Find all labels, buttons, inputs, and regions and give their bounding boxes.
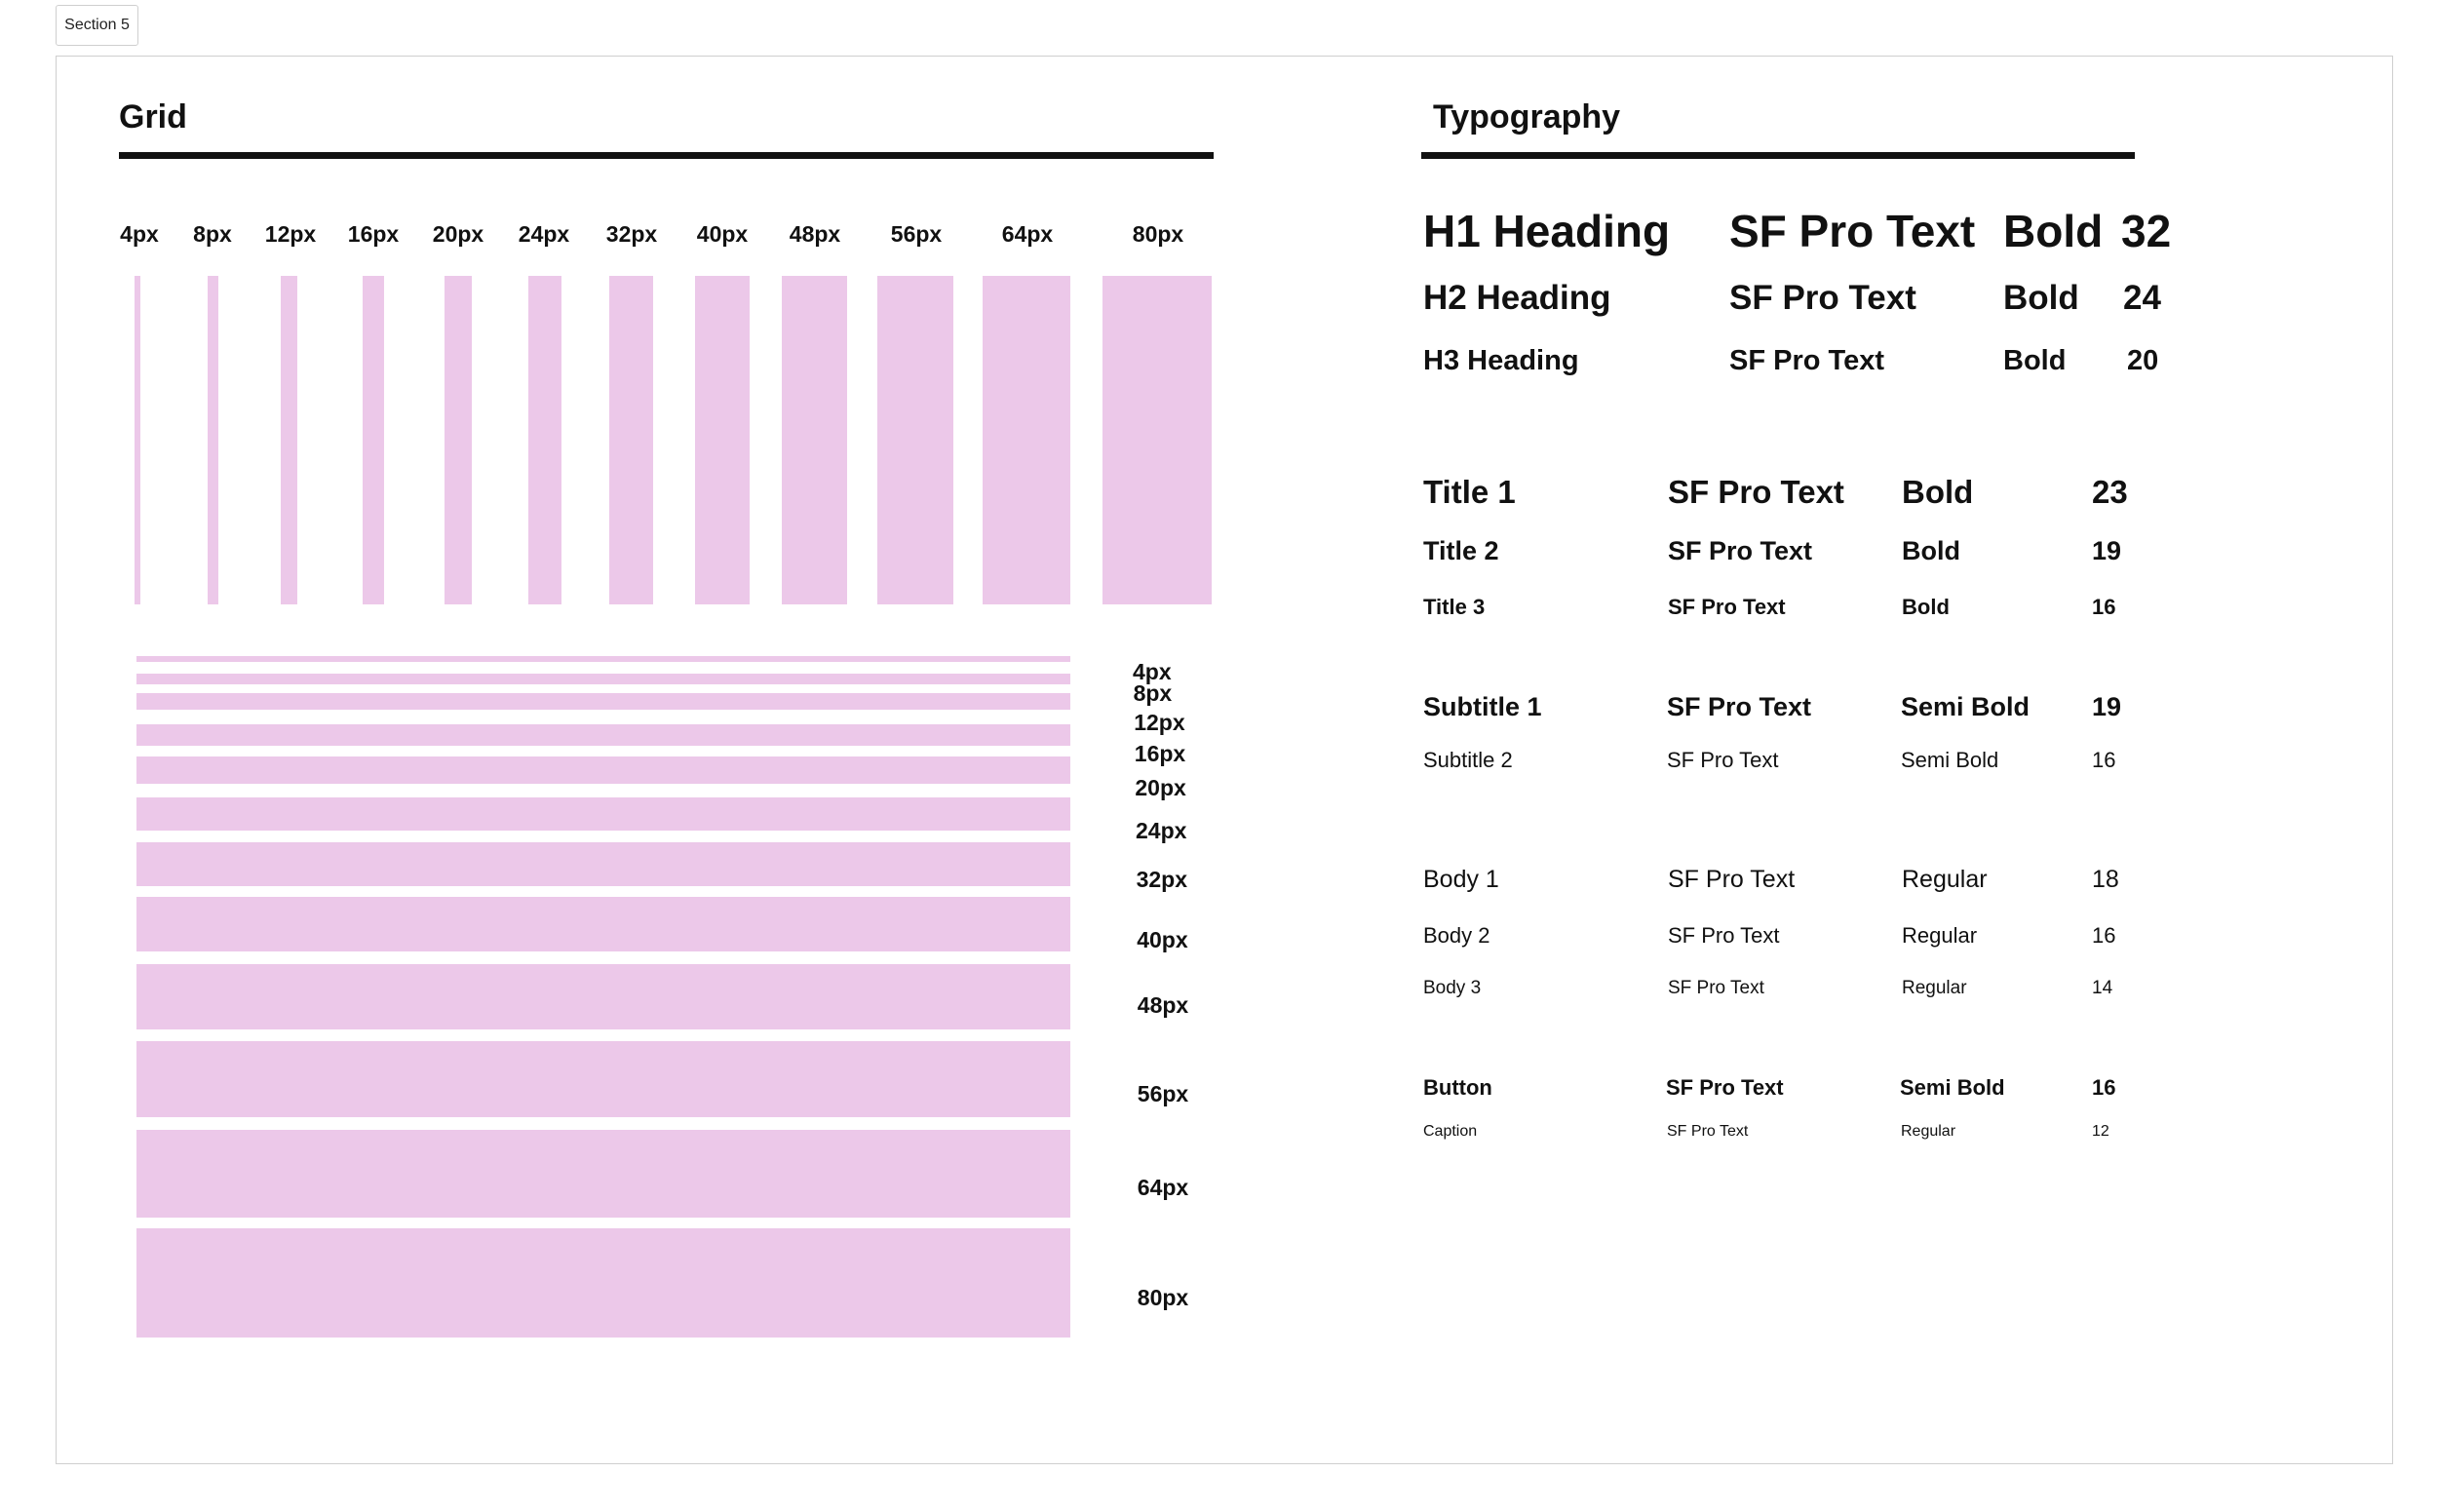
grid-vertical-swatch xyxy=(609,276,653,604)
type-weight: Regular xyxy=(1902,923,1978,948)
grid-vertical-label: 48px xyxy=(789,221,841,247)
type-font-family: SF Pro Text xyxy=(1667,692,1812,721)
type-weight: Regular xyxy=(1902,866,1988,893)
type-font-family: SF Pro Text xyxy=(1668,923,1780,948)
type-weight: Bold xyxy=(1902,474,1974,510)
grid-vertical-swatch xyxy=(208,276,218,604)
section-frame xyxy=(56,56,2393,1464)
type-style-name: Body 3 xyxy=(1423,978,1482,998)
type-font-family: SF Pro Text xyxy=(1668,595,1786,619)
grid-vertical-label: 12px xyxy=(264,221,317,247)
type-size: 16 xyxy=(2092,1075,2116,1100)
grid-horizontal-swatch xyxy=(136,724,1070,746)
type-style-name: Caption xyxy=(1423,1123,1478,1140)
type-font-family: SF Pro Text xyxy=(1729,206,1976,256)
grid-horizontal-swatch xyxy=(136,656,1070,662)
grid-horizontal-swatch xyxy=(136,1041,1070,1117)
type-weight: Bold xyxy=(2003,279,2079,317)
type-font-family: SF Pro Text xyxy=(1668,866,1796,893)
type-weight: Regular xyxy=(1901,1123,1956,1140)
type-font-family: SF Pro Text xyxy=(1668,474,1844,510)
grid-horizontal-swatch xyxy=(136,797,1070,831)
grid-vertical-label: 40px xyxy=(696,221,749,247)
grid-horizontal-swatch xyxy=(136,897,1070,951)
grid-vertical-label: 56px xyxy=(890,221,943,247)
grid-horizontal-swatch xyxy=(136,1130,1070,1218)
grid-horizontal-swatch xyxy=(136,1228,1070,1338)
type-font-family: SF Pro Text xyxy=(1667,748,1779,772)
grid-horizontal-swatch xyxy=(136,674,1070,684)
type-size: 14 xyxy=(2092,978,2113,998)
grid-title-rule xyxy=(119,152,1214,159)
grid-horizontal-label: 80px xyxy=(1137,1285,1189,1310)
type-font-family: SF Pro Text xyxy=(1729,345,1884,376)
grid-horizontal-label: 12px xyxy=(1134,710,1185,735)
grid-horizontal-swatch xyxy=(136,693,1070,710)
type-size: 20 xyxy=(2127,345,2159,376)
type-font-family: SF Pro Text xyxy=(1668,536,1813,565)
grid-vertical-label: 4px xyxy=(120,221,159,247)
grid-vertical-swatch xyxy=(363,276,384,604)
type-size: 16 xyxy=(2092,595,2116,619)
grid-horizontal-label: 16px xyxy=(1134,741,1186,766)
type-size: 32 xyxy=(2121,206,2172,256)
grid-horizontal-label: 40px xyxy=(1137,927,1188,952)
type-style-name: H2 Heading xyxy=(1423,279,1611,317)
grid-vertical-swatch xyxy=(1102,276,1212,604)
typography-title: Typography xyxy=(1433,98,1621,136)
type-weight: Bold xyxy=(2003,345,2067,376)
type-size: 24 xyxy=(2123,279,2161,317)
type-font-family: SF Pro Text xyxy=(1667,1123,1749,1140)
grid-vertical-label: 16px xyxy=(347,221,400,247)
grid-horizontal-swatch xyxy=(136,964,1070,1029)
grid-vertical-label: 8px xyxy=(193,221,232,247)
type-size: 19 xyxy=(2092,536,2122,565)
grid-vertical-swatch xyxy=(983,276,1070,604)
grid-horizontal-swatch xyxy=(136,756,1070,784)
grid-vertical-label: 32px xyxy=(605,221,658,247)
type-style-name: Body 1 xyxy=(1423,866,1499,893)
type-style-name: Subtitle 2 xyxy=(1423,748,1513,772)
typography-title-rule xyxy=(1421,152,2135,159)
grid-horizontal-swatch xyxy=(136,842,1070,886)
grid-vertical-label: 64px xyxy=(1001,221,1054,247)
grid-vertical-swatch xyxy=(445,276,472,604)
type-weight: Bold xyxy=(1902,595,1950,619)
type-font-family: SF Pro Text xyxy=(1668,978,1764,998)
grid-horizontal-label: 8px xyxy=(1133,680,1173,706)
grid-horizontal-label: 32px xyxy=(1136,867,1188,892)
type-size: 23 xyxy=(2092,474,2128,510)
type-size: 16 xyxy=(2092,748,2116,772)
grid-vertical-swatch xyxy=(135,276,140,604)
type-font-family: SF Pro Text xyxy=(1666,1075,1784,1100)
grid-title: Grid xyxy=(119,98,187,136)
type-style-name: Body 2 xyxy=(1423,923,1490,948)
type-style-name: Title 3 xyxy=(1423,595,1486,619)
type-size: 19 xyxy=(2092,692,2122,721)
grid-horizontal-label: 4px xyxy=(1133,659,1172,684)
grid-horizontal-label: 24px xyxy=(1136,818,1187,843)
type-size: 16 xyxy=(2092,923,2116,948)
grid-vertical-swatch xyxy=(782,276,847,604)
grid-horizontal-label: 20px xyxy=(1135,775,1186,800)
grid-vertical-label: 20px xyxy=(432,221,484,247)
type-style-name: Button xyxy=(1423,1075,1492,1100)
type-font-family: SF Pro Text xyxy=(1729,279,1916,317)
type-style-name: H1 Heading xyxy=(1423,206,1671,256)
grid-horizontal-label: 48px xyxy=(1137,992,1189,1018)
type-weight: Semi Bold xyxy=(1901,748,1999,772)
type-weight: Semi Bold xyxy=(1900,1075,2005,1100)
type-size: 12 xyxy=(2092,1123,2109,1140)
grid-vertical-swatch xyxy=(695,276,750,604)
type-style-name: Title 1 xyxy=(1423,474,1516,510)
grid-vertical-label: 80px xyxy=(1132,221,1184,247)
grid-vertical-swatch xyxy=(281,276,297,604)
type-weight: Regular xyxy=(1902,978,1967,998)
section-tag[interactable]: Section 5 xyxy=(56,5,138,46)
type-weight: Bold xyxy=(1902,536,1960,565)
grid-horizontal-label: 56px xyxy=(1137,1081,1189,1106)
type-style-name: Subtitle 1 xyxy=(1423,692,1542,721)
grid-vertical-swatch xyxy=(877,276,953,604)
type-style-name: H3 Heading xyxy=(1423,345,1579,376)
type-weight: Bold xyxy=(2003,206,2104,256)
grid-horizontal-label: 64px xyxy=(1137,1175,1189,1200)
type-size: 18 xyxy=(2092,866,2119,893)
type-weight: Semi Bold xyxy=(1901,692,2031,721)
type-style-name: Title 2 xyxy=(1423,536,1499,565)
grid-vertical-label: 24px xyxy=(518,221,570,247)
grid-vertical-swatch xyxy=(528,276,561,604)
